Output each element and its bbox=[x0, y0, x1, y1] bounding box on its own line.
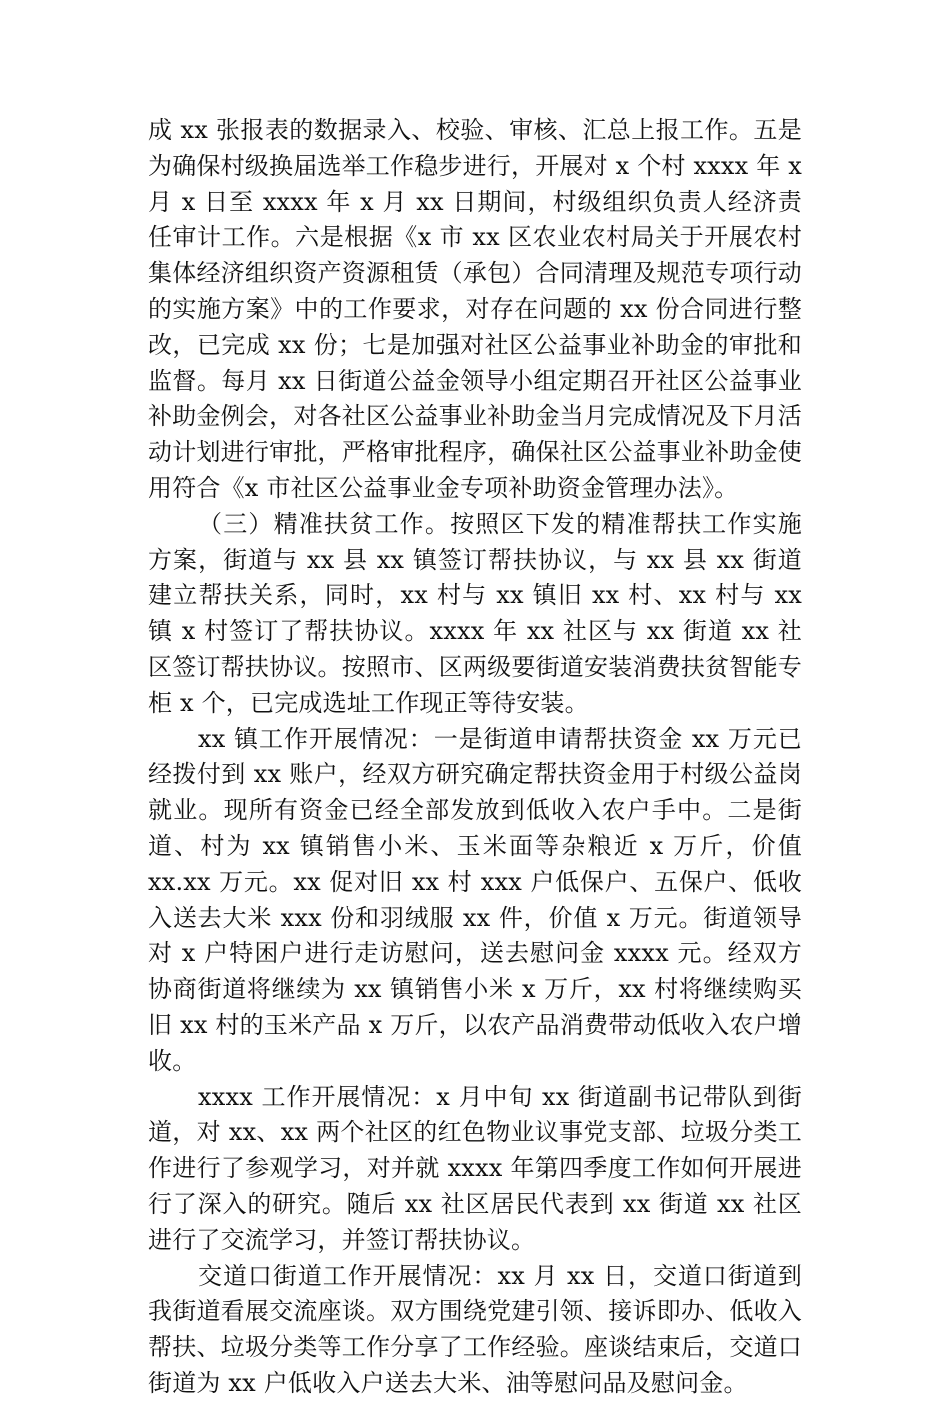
paragraph-1: 成 xx 张报表的数据录入、校验、审核、汇总上报工作。五是为确保村级换届选举工作稳步进行，开展对 x 个村 xxxx 年 x 月 x 日至 xxxx 年 x 月 xx 日期间，村级组织负责人经济责任审计工作。六是根据《x 市 xx 区农业农村局关于开展农村集体经济组织资产资源租赁（承包）合同清理及规范专项行动的实施方案》中的工作要求，对存在问题的 xx 份合同进行整改，已完成 xx 份；七是加强对社区公益事业补助金的审批和监督。每月 xx 日街道公益金领导小组定期召开社区公益事业补助金例会，对各社区公益事业补助金当月完成情况及下月活动计划进行审批，严格审批程序，确保社区公益事业补助金使用符合《x 市社区公益事业金专项补助资金管理办法》。 bbox=[148, 116, 802, 502]
document-body bbox=[148, 113, 802, 1402]
paragraph-2: （三）精准扶贫工作。按照区下发的精准帮扶工作实施方案，街道与 xx 县 xx 镇签订帮扶协议，与 xx 县 xx 街道建立帮扶关系，同时，xx 村与 xx 镇旧 xx 村、xx 村与 xx 镇 x 村签订了帮扶协议。xxxx 年 xx 社区与 xx 街道 xx 社区签订帮扶协议。按照市、区两级要街道安装消费扶贫智能专柜 x 个，已完成选址工作现正等待安装。 bbox=[148, 509, 802, 717]
paragraph-5: 交道口街道工作开展情况：xx 月 xx 日，交道口街道到我街道看展交流座谈。双方围绕党建引领、接诉即办、低收入帮扶、垃圾分类等工作分享了工作经验。座谈结束后，交道口街道为 xx 户低收入户送去大米、油等慰问品及慰问金。 bbox=[148, 1261, 802, 1397]
paragraph-3: xx 镇工作开展情况：一是街道申请帮扶资金 xx 万元已经拨付到 xx 账户，经双方研究确定帮扶资金用于村级公益岗就业。现所有资金已经全部发放到低收入农户手中。二是街道、村为 xx 镇销售小米、玉米面等杂粮近 x 万斤，价值 xx.xx 万元。xx 促对旧 xx 村 xxx 户低保户、五保户、低收入送去大米 xxx 份和羽绒服 xx 件，价值 x 万元。街道领导对 x 户特困户进行走访慰问，送去慰问金 xxxx 元。经双方协商街道将继续为 xx 镇销售小米 x 万斤，xx 村将继续购买旧 xx 村的玉米产品 x 万斤，以农产品消费带动低收入农户增收。 bbox=[148, 724, 802, 1075]
paragraph-4: xxxx 工作开展情况：x 月中旬 xx 街道副书记带队到街道，对 xx、xx 两个社区的红色物业议事党支部、垃圾分类工作进行了参观学习，对并就 xxxx 年第四季度工作如何开展进行了深入的研究。随后 xx 社区居民代表到 xx 街道 xx 社区进行了交流学习，并签订帮扶协议。 bbox=[148, 1082, 802, 1254]
